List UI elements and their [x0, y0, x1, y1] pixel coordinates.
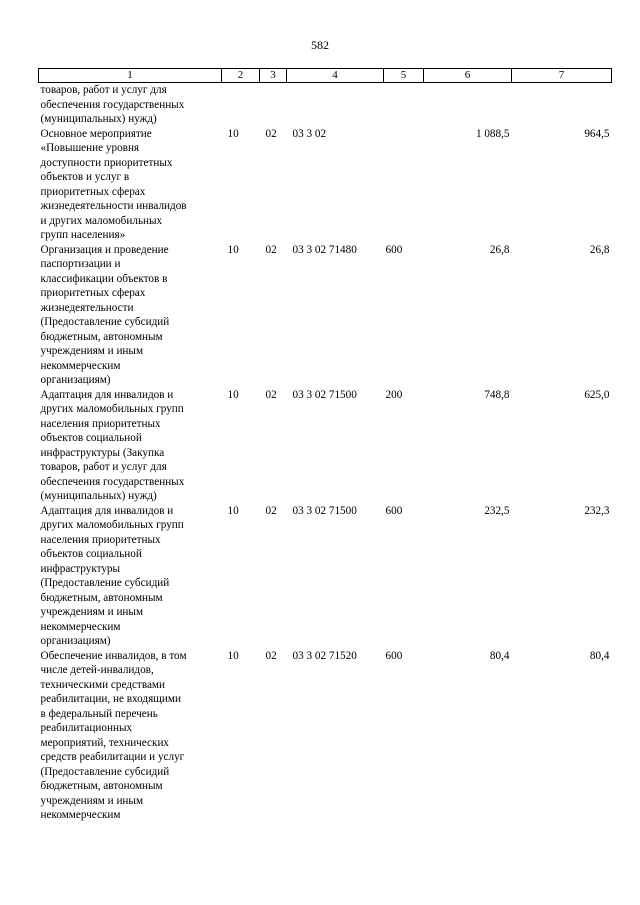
expense-type-code: 600	[385, 649, 403, 662]
expense-type-code: 600	[385, 243, 403, 256]
section-code: 10	[227, 243, 239, 256]
table-row	[39, 649, 612, 823]
header-col-6: 6	[424, 69, 512, 83]
item-name: Организация и проведение паспортизации и классификации объектов в приоритетных сферах жизнедеятельности (Предоставление субсидий бюджетным, автономным учреждениям и иным некоммерческим организациям)	[40, 243, 170, 386]
section-code: 10	[227, 504, 239, 517]
amount-col-7: 964,5	[584, 127, 610, 140]
subsection-code: 02	[265, 243, 277, 256]
item-name: товаров, работ и услуг для обеспечения государственных (муниципальных) нужд)	[40, 84, 185, 125]
table-row	[39, 127, 612, 243]
header-col-3: 3	[260, 69, 287, 83]
subsection-code: 02	[265, 649, 277, 662]
target-article-code: 03 3 02 71500	[292, 388, 357, 401]
target-article-code: 03 3 02 71480	[292, 243, 357, 256]
target-article-code: 03 3 02	[292, 127, 327, 140]
item-name: Основное мероприятие «Повышение уровня доступности приоритетных объектов и услуг в приоритетных сферах жизнедеятельности инвалидов и других маломобильных групп населения»	[40, 127, 187, 241]
table-row	[39, 243, 612, 388]
subsection-code: 02	[265, 127, 277, 140]
section-code: 10	[227, 388, 239, 401]
item-name: Адаптация для инвалидов и других маломобильных групп населения приоритетных объектов социальной инфраструктуры (Закупка товаров, работ и услуг для обеспечения государственных (муниципальных) нужд)	[40, 388, 185, 502]
section-code	[222, 83, 260, 127]
amount-col-6	[424, 83, 512, 127]
amount-col-6: 80,4	[489, 649, 510, 662]
table-header	[39, 69, 612, 83]
target-article-code: 03 3 02 71520	[292, 649, 357, 662]
header-row	[39, 69, 612, 83]
item-name: Обеспечение инвалидов, в том числе детей-инвалидов, техническими средствами реабилитации, не входящими в федеральный перечень реабилитационных мероприятий, технических средств реабилитации и услуг (Предоставление субсидий бюджетным, автономным учреждениям и иным некоммерческим	[40, 649, 187, 821]
header-col-5: 5	[384, 69, 424, 83]
header-col-1: 1	[39, 69, 222, 83]
table-row	[39, 388, 612, 504]
subsection-code: 02	[265, 504, 277, 517]
expense-type-code: 600	[385, 504, 403, 517]
budget-table	[38, 68, 612, 823]
amount-col-6: 232,5	[484, 504, 510, 517]
amount-col-6: 26,8	[489, 243, 510, 256]
target-article-code	[287, 83, 384, 127]
expense-type-code: 200	[385, 388, 403, 401]
item-name: Адаптация для инвалидов и других маломобильных групп населения приоритетных объектов социальной инфраструктуры (Предоставление субсидий бюджетным, автономным учреждениям и иным некоммерческим организациям)	[40, 504, 184, 647]
amount-col-7: 26,8	[589, 243, 610, 256]
header-col-2: 2	[222, 69, 260, 83]
table-body	[39, 83, 612, 823]
target-article-code: 03 3 02 71500	[292, 504, 357, 517]
subsection-code: 02	[265, 388, 277, 401]
section-code: 10	[227, 649, 239, 662]
header-col-4: 4	[287, 69, 384, 83]
amount-col-6: 1 088,5	[475, 127, 510, 140]
amount-col-7: 625,0	[584, 388, 610, 401]
amount-col-7	[512, 83, 612, 127]
page-number: 582	[311, 38, 329, 52]
table-row	[39, 504, 612, 649]
expense-type-code	[384, 127, 424, 243]
section-code: 10	[227, 127, 239, 140]
amount-col-7: 80,4	[589, 649, 610, 662]
amount-col-7: 232,3	[584, 504, 610, 517]
expense-type-code	[384, 83, 424, 127]
table-row	[39, 83, 612, 127]
amount-col-6: 748,8	[484, 388, 510, 401]
subsection-code	[260, 83, 287, 127]
header-col-7: 7	[512, 69, 612, 83]
